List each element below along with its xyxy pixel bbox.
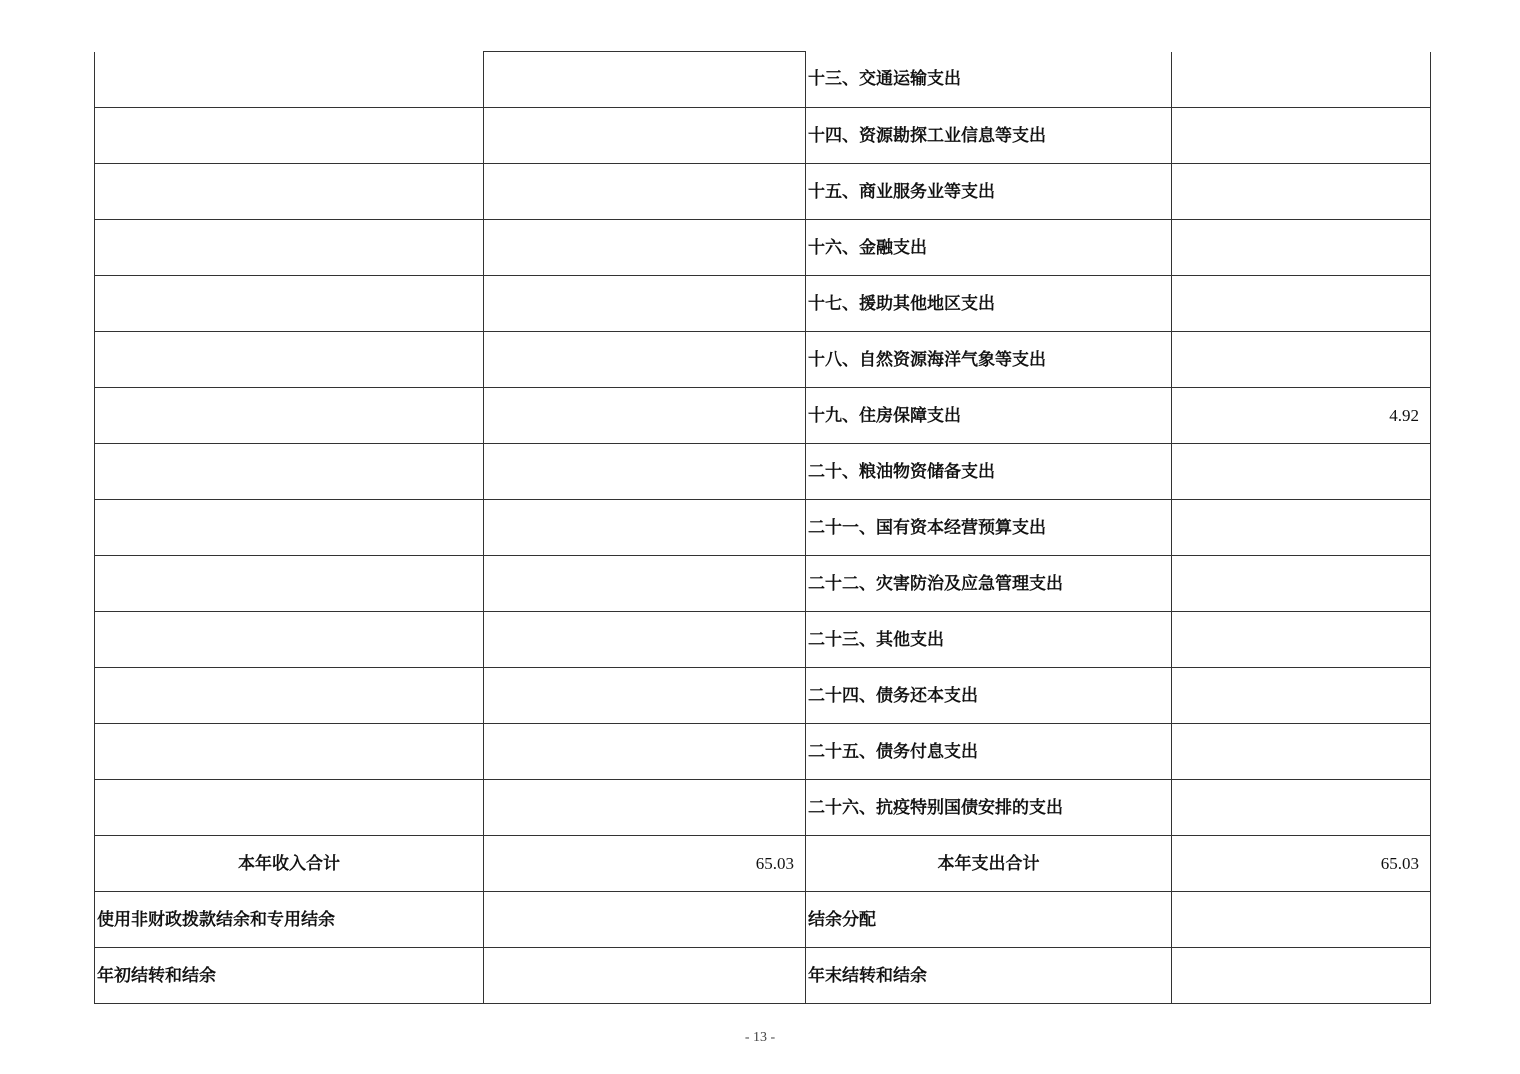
expense-item-cell: 十五、商业服务业等支出 [806, 164, 1172, 220]
income-item-cell [95, 444, 484, 500]
income-amount-cell [484, 724, 806, 780]
expense-amount-cell: 4.92 [1172, 388, 1431, 444]
income-item-cell [95, 388, 484, 444]
budget-table [94, 51, 1431, 1004]
income-amount-cell [484, 164, 806, 220]
income-amount-cell [484, 108, 806, 164]
totals-row [95, 836, 1431, 892]
income-item-cell [95, 332, 484, 388]
income-item-cell [95, 612, 484, 668]
expense-item-cell: 十三、交通运输支出 [806, 52, 1172, 108]
income-item-cell [95, 164, 484, 220]
income-item-cell [95, 724, 484, 780]
income-amount-cell [484, 220, 806, 276]
expense-item-cell: 二十四、债务还本支出 [806, 668, 1172, 724]
income-amount-cell [484, 388, 806, 444]
expense-amount-cell [1172, 948, 1431, 1004]
expense-amount-cell [1172, 724, 1431, 780]
expense-amount-cell [1172, 220, 1431, 276]
income-amount-cell [484, 276, 806, 332]
table-row [95, 388, 1431, 444]
expense-total-label: 本年支出合计 [806, 836, 1172, 892]
expense-item-cell: 二十二、灾害防治及应急管理支出 [806, 556, 1172, 612]
income-amount-cell [484, 500, 806, 556]
page-number: - 13 - [744, 1030, 776, 1045]
income-amount-cell [484, 52, 806, 108]
expense-item-cell: 二十五、债务付息支出 [806, 724, 1172, 780]
expense-amount-cell [1172, 276, 1431, 332]
income-item-cell: 使用非财政拨款结余和专用结余 [95, 892, 484, 948]
expense-item-cell: 十八、自然资源海洋气象等支出 [806, 332, 1172, 388]
income-item-cell [95, 52, 484, 108]
table-row [95, 948, 1431, 1004]
expense-amount-cell [1172, 780, 1431, 836]
expense-amount-cell [1172, 444, 1431, 500]
expense-amount-cell [1172, 500, 1431, 556]
table-row [95, 500, 1431, 556]
table-row [95, 108, 1431, 164]
expense-amount-cell [1172, 892, 1431, 948]
income-amount-cell [484, 444, 806, 500]
income-amount-cell [484, 948, 806, 1004]
table-row [95, 668, 1431, 724]
expense-item-cell: 二十一、国有资本经营预算支出 [806, 500, 1172, 556]
income-item-cell: 年初结转和结余 [95, 948, 484, 1004]
income-item-cell [95, 276, 484, 332]
table-row [95, 164, 1431, 220]
expense-amount-cell [1172, 612, 1431, 668]
expense-total-amount: 65.03 [1172, 836, 1431, 892]
expense-amount-cell [1172, 668, 1431, 724]
expense-item-cell: 十四、资源勘探工业信息等支出 [806, 108, 1172, 164]
expense-amount-cell [1172, 556, 1431, 612]
income-amount-cell [484, 892, 806, 948]
income-total-label: 本年收入合计 [95, 836, 484, 892]
income-total-amount: 65.03 [484, 836, 806, 892]
income-amount-cell [484, 668, 806, 724]
table-row [95, 892, 1431, 948]
table-row [95, 612, 1431, 668]
table-row [95, 444, 1431, 500]
table-row [95, 52, 1431, 108]
expense-item-cell: 二十、粮油物资储备支出 [806, 444, 1172, 500]
income-amount-cell [484, 612, 806, 668]
income-amount-cell [484, 780, 806, 836]
expense-amount-cell [1172, 332, 1431, 388]
income-item-cell [95, 668, 484, 724]
expense-item-cell: 十七、援助其他地区支出 [806, 276, 1172, 332]
expense-amount-cell [1172, 108, 1431, 164]
table-row [95, 556, 1431, 612]
income-item-cell [95, 108, 484, 164]
expense-item-cell: 二十三、其他支出 [806, 612, 1172, 668]
table-row [95, 332, 1431, 388]
expense-item-cell: 结余分配 [806, 892, 1172, 948]
income-item-cell [95, 220, 484, 276]
expense-item-cell: 十六、金融支出 [806, 220, 1172, 276]
expense-amount-cell [1172, 52, 1431, 108]
table-row [95, 724, 1431, 780]
income-amount-cell [484, 556, 806, 612]
table-row [95, 276, 1431, 332]
table-row [95, 780, 1431, 836]
income-item-cell [95, 500, 484, 556]
expense-amount-cell [1172, 164, 1431, 220]
expense-item-cell: 年末结转和结余 [806, 948, 1172, 1004]
income-item-cell [95, 780, 484, 836]
income-item-cell [95, 556, 484, 612]
expense-item-cell: 十九、住房保障支出 [806, 388, 1172, 444]
expense-item-cell: 二十六、抗疫特别国债安排的支出 [806, 780, 1172, 836]
table-row [95, 220, 1431, 276]
income-amount-cell [484, 332, 806, 388]
